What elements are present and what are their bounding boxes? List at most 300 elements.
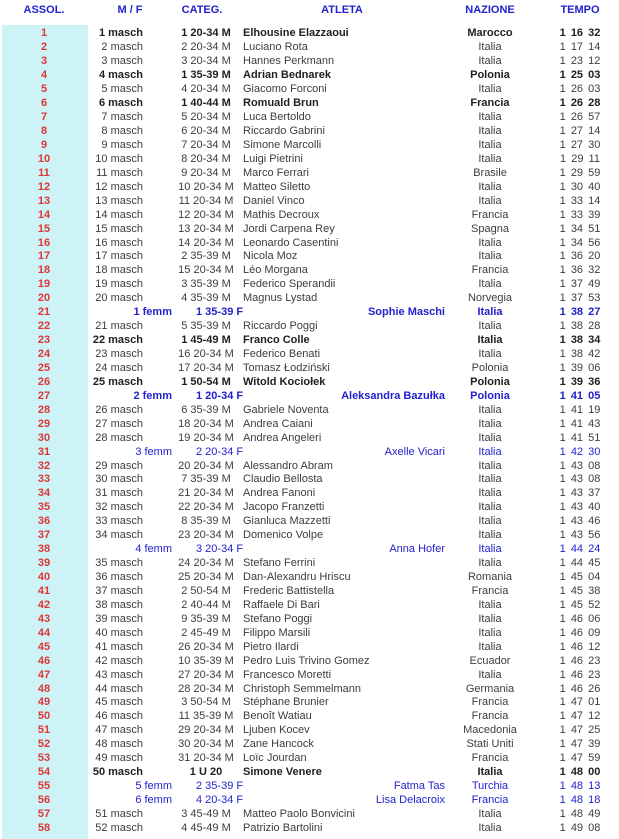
time-cell: 1 17 14 bbox=[559, 41, 601, 54]
nation-cell: Polonia bbox=[470, 375, 510, 388]
time-cell: 1 27 30 bbox=[559, 138, 601, 151]
time-cell: 1 36 20 bbox=[559, 250, 601, 263]
category-cell: 1 50-54 M bbox=[181, 375, 231, 388]
table-row bbox=[0, 780, 619, 794]
gender-rank-cell: 4 femm bbox=[135, 543, 172, 556]
rank-cell: 41 bbox=[37, 584, 51, 597]
nation-cell: Spagna bbox=[471, 222, 509, 235]
rank-cell: 20 bbox=[37, 292, 51, 305]
header-assol: ASSOL. bbox=[23, 3, 65, 16]
nation-cell: Italia bbox=[478, 55, 502, 68]
category-cell: 2 20-34 M bbox=[181, 41, 231, 54]
athlete-name-cell: Jacopo Franzetti bbox=[243, 501, 325, 514]
table-row bbox=[0, 640, 619, 654]
table-row bbox=[0, 362, 619, 376]
nation-cell: Ecuador bbox=[469, 654, 511, 667]
category-cell: 6 35-39 M bbox=[181, 403, 231, 416]
rank-cell: 37 bbox=[37, 529, 51, 542]
rank-cell: 38 bbox=[37, 543, 51, 556]
athlete-name-cell: Witold Kociołek bbox=[243, 375, 326, 388]
table-row bbox=[0, 585, 619, 599]
athlete-name-cell: Zane Hancock bbox=[243, 738, 314, 751]
time-cell: 1 26 28 bbox=[559, 97, 601, 110]
nation-cell: Italia bbox=[478, 473, 502, 486]
category-cell: 26 20-34 M bbox=[178, 640, 234, 653]
athlete-name-cell: Nicola Moz bbox=[243, 250, 298, 263]
time-cell: 1 29 11 bbox=[560, 152, 600, 165]
nation-cell: Italia bbox=[478, 125, 502, 138]
time-cell: 1 48 18 bbox=[559, 794, 601, 807]
header-atleta: ATLETA bbox=[321, 3, 363, 16]
athlete-name-cell: Andrea Caiani bbox=[243, 417, 313, 430]
category-cell: 7 20-34 M bbox=[181, 138, 231, 151]
rank-cell: 17 bbox=[37, 250, 51, 263]
category-cell: 27 20-34 M bbox=[178, 668, 234, 681]
nation-cell: Italia bbox=[478, 501, 502, 514]
category-cell: 1 45-49 M bbox=[181, 334, 231, 347]
table-row bbox=[0, 515, 619, 529]
athlete-name-cell: Stefano Ferrini bbox=[243, 557, 316, 570]
category-cell: 13 20-34 M bbox=[178, 222, 234, 235]
nation-cell: Italia bbox=[478, 278, 502, 291]
category-cell: 9 20-34 M bbox=[181, 166, 231, 179]
rank-cell: 31 bbox=[37, 445, 51, 458]
rank-cell: 27 bbox=[37, 389, 51, 402]
rank-cell: 10 bbox=[37, 152, 51, 165]
category-cell: 21 20-34 M bbox=[178, 487, 234, 500]
time-cell: 1 26 57 bbox=[559, 111, 601, 124]
table-row bbox=[0, 668, 619, 682]
table-row bbox=[0, 264, 619, 278]
category-cell: 22 20-34 M bbox=[178, 501, 234, 514]
header-tempo: TEMPO bbox=[560, 3, 600, 16]
table-row bbox=[0, 529, 619, 543]
category-cell: 15 20-34 M bbox=[178, 264, 234, 277]
athlete-name-cell: Leonardo Casentini bbox=[243, 236, 339, 249]
time-cell: 1 46 09 bbox=[559, 626, 601, 639]
time-cell: 1 39 36 bbox=[559, 375, 601, 388]
athlete-name-cell: Simone Venere bbox=[243, 766, 322, 779]
table-body bbox=[0, 27, 619, 835]
gender-rank-cell: 5 femm bbox=[135, 780, 172, 793]
gender-rank-cell: 43 masch bbox=[95, 668, 143, 681]
gender-rank-cell: 8 masch bbox=[101, 125, 143, 138]
rank-cell: 23 bbox=[37, 334, 51, 347]
athlete-name-cell: Léo Morgana bbox=[243, 264, 308, 277]
athlete-name-cell: Riccardo Poggi bbox=[243, 320, 318, 333]
gender-rank-cell: 36 masch bbox=[95, 571, 143, 584]
time-cell: 1 47 01 bbox=[559, 696, 601, 709]
athlete-name-cell: Hannes Perkmann bbox=[243, 55, 335, 68]
table-row bbox=[0, 403, 619, 417]
category-cell: 9 35-39 M bbox=[181, 612, 231, 625]
table-row bbox=[0, 598, 619, 612]
athlete-name-cell: Claudio Bellosta bbox=[243, 473, 323, 486]
gender-rank-cell: 2 femm bbox=[133, 389, 172, 402]
time-cell: 1 33 39 bbox=[559, 208, 601, 221]
nation-cell: Francia bbox=[471, 710, 509, 723]
athlete-name-cell: Sophie Maschi bbox=[367, 306, 445, 319]
table-row bbox=[0, 222, 619, 236]
time-cell: 1 43 40 bbox=[559, 501, 601, 514]
rank-cell: 4 bbox=[40, 69, 48, 82]
category-cell: 3 50-54 M bbox=[181, 696, 231, 709]
nation-cell: Italia bbox=[478, 445, 502, 458]
time-cell: 1 36 32 bbox=[559, 264, 601, 277]
table-row bbox=[0, 752, 619, 766]
gender-rank-cell: 33 masch bbox=[95, 515, 143, 528]
category-cell: 3 45-49 M bbox=[181, 807, 231, 820]
table-row bbox=[0, 612, 619, 626]
rank-cell: 56 bbox=[37, 794, 51, 807]
rank-cell: 7 bbox=[40, 111, 48, 124]
athlete-name-cell: Aleksandra Bazułka bbox=[341, 389, 445, 402]
athlete-name-cell: Giacomo Forconi bbox=[243, 83, 327, 96]
rank-cell: 53 bbox=[37, 752, 51, 765]
category-cell: 14 20-34 M bbox=[178, 236, 234, 249]
category-cell: 11 20-34 M bbox=[178, 194, 234, 207]
table-row bbox=[0, 27, 619, 41]
time-cell: 1 37 53 bbox=[559, 292, 601, 305]
time-cell: 1 33 14 bbox=[559, 194, 601, 207]
gender-rank-cell: 45 masch bbox=[95, 696, 143, 709]
rank-cell: 50 bbox=[37, 710, 51, 723]
gender-rank-cell: 40 masch bbox=[95, 626, 143, 639]
gender-rank-cell: 18 masch bbox=[95, 264, 143, 277]
rank-cell: 46 bbox=[37, 654, 51, 667]
rank-cell: 54 bbox=[37, 766, 51, 779]
nation-cell: Italia bbox=[477, 766, 503, 779]
category-cell: 2 35-39 F bbox=[196, 780, 244, 793]
time-cell: 1 25 03 bbox=[559, 69, 601, 82]
time-cell: 1 43 46 bbox=[559, 515, 601, 528]
nation-cell: Italia bbox=[478, 348, 502, 361]
rank-cell: 55 bbox=[37, 780, 51, 793]
gender-rank-cell: 42 masch bbox=[95, 654, 143, 667]
gender-rank-cell: 35 masch bbox=[95, 557, 143, 570]
rank-cell: 44 bbox=[37, 626, 51, 639]
gender-rank-cell: 11 masch bbox=[96, 166, 143, 179]
nation-cell: Francia bbox=[471, 208, 509, 221]
gender-rank-cell: 7 masch bbox=[101, 111, 143, 124]
nation-cell: Norvegia bbox=[467, 292, 513, 305]
athlete-name-cell: Mathis Decroux bbox=[243, 208, 320, 221]
athlete-name-cell: Francesco Moretti bbox=[243, 668, 332, 681]
rank-cell: 30 bbox=[37, 431, 51, 444]
header-categ: CATEG. bbox=[181, 3, 223, 16]
rank-cell: 47 bbox=[37, 668, 51, 681]
rank-cell: 22 bbox=[37, 320, 51, 333]
gender-rank-cell: 14 masch bbox=[95, 208, 143, 221]
rank-cell: 18 bbox=[37, 264, 51, 277]
gender-rank-cell: 17 masch bbox=[95, 250, 143, 263]
table-row bbox=[0, 794, 619, 808]
category-cell: 8 35-39 M bbox=[181, 515, 231, 528]
time-cell: 1 46 06 bbox=[559, 612, 601, 625]
nation-cell: Italia bbox=[477, 306, 503, 319]
category-cell: 7 35-39 M bbox=[181, 473, 231, 486]
athlete-name-cell: Patrizio Bartolini bbox=[243, 821, 323, 834]
time-cell: 1 34 56 bbox=[559, 236, 601, 249]
table-row bbox=[0, 445, 619, 459]
nation-cell: Francia bbox=[471, 752, 509, 765]
rank-cell: 21 bbox=[37, 306, 51, 319]
gender-rank-cell: 6 femm bbox=[135, 794, 172, 807]
athlete-name-cell: Domenico Volpe bbox=[243, 529, 324, 542]
time-cell: 1 30 40 bbox=[559, 180, 601, 193]
gender-rank-cell: 49 masch bbox=[95, 752, 143, 765]
time-cell: 1 38 28 bbox=[559, 320, 601, 333]
rank-cell: 48 bbox=[37, 682, 51, 695]
gender-rank-cell: 9 masch bbox=[101, 138, 143, 151]
nation-cell: Italia bbox=[478, 557, 502, 570]
category-cell: 4 35-39 M bbox=[181, 292, 231, 305]
gender-rank-cell: 46 masch bbox=[95, 710, 143, 723]
rank-cell: 39 bbox=[37, 557, 51, 570]
rank-cell: 19 bbox=[37, 278, 51, 291]
gender-rank-cell: 23 masch bbox=[95, 348, 143, 361]
category-cell: 10 20-34 M bbox=[178, 180, 234, 193]
rank-cell: 58 bbox=[37, 821, 51, 834]
rank-cell: 52 bbox=[37, 738, 51, 751]
category-cell: 29 20-34 M bbox=[178, 724, 234, 737]
table-row bbox=[0, 710, 619, 724]
table-row bbox=[0, 236, 619, 250]
table-row bbox=[0, 557, 619, 571]
time-cell: 1 41 05 bbox=[559, 389, 601, 402]
time-cell: 1 38 27 bbox=[559, 306, 601, 319]
category-cell: 3 35-39 M bbox=[181, 278, 231, 291]
category-cell: 25 20-34 M bbox=[178, 571, 234, 584]
table-row bbox=[0, 431, 619, 445]
gender-rank-cell: 1 masch bbox=[98, 27, 143, 40]
time-cell: 1 43 08 bbox=[559, 459, 601, 472]
table-row bbox=[0, 821, 619, 835]
nation-cell: Italia bbox=[478, 138, 502, 151]
table-row bbox=[0, 473, 619, 487]
table-row bbox=[0, 139, 619, 153]
athlete-name-cell: Marco Ferrari bbox=[243, 166, 310, 179]
table-row bbox=[0, 111, 619, 125]
nation-cell: Italia bbox=[478, 320, 502, 333]
time-cell: 1 46 23 bbox=[559, 654, 601, 667]
rank-cell: 13 bbox=[37, 194, 51, 207]
athlete-name-cell: Magnus Lystad bbox=[243, 292, 318, 305]
table-row bbox=[0, 41, 619, 55]
category-cell: 30 20-34 M bbox=[178, 738, 234, 751]
gender-rank-cell: 34 masch bbox=[95, 529, 143, 542]
category-cell: 1 35-39 F bbox=[196, 306, 244, 319]
rank-cell: 25 bbox=[37, 361, 51, 374]
nation-cell: Turchia bbox=[471, 780, 509, 793]
category-cell: 8 20-34 M bbox=[181, 152, 231, 165]
table-row bbox=[0, 152, 619, 166]
athlete-name-cell: Luciano Rota bbox=[243, 41, 308, 54]
nation-cell: Italia bbox=[478, 612, 502, 625]
category-cell: 10 35-39 M bbox=[178, 654, 234, 667]
table-row bbox=[0, 250, 619, 264]
category-cell: 1 35-39 M bbox=[181, 69, 231, 82]
gender-rank-cell: 28 masch bbox=[95, 431, 143, 444]
nation-cell: Italia bbox=[478, 821, 502, 834]
rank-cell: 28 bbox=[37, 403, 51, 416]
category-cell: 2 45-49 M bbox=[181, 626, 231, 639]
athlete-name-cell: Luca Bertoldo bbox=[243, 111, 311, 124]
athlete-name-cell: Alessandro Abram bbox=[243, 459, 333, 472]
nation-cell: Italia bbox=[478, 640, 502, 653]
athlete-name-cell: Matteo Paolo Bonvicini bbox=[243, 807, 355, 820]
nation-cell: Polonia bbox=[470, 69, 510, 82]
rank-cell: 9 bbox=[40, 138, 48, 151]
table-row bbox=[0, 69, 619, 83]
gender-rank-cell: 27 masch bbox=[95, 417, 143, 430]
rank-cell: 32 bbox=[37, 459, 51, 472]
rank-cell: 57 bbox=[37, 807, 51, 820]
athlete-name-cell: Ljuben Kocev bbox=[243, 724, 310, 737]
time-cell: 1 38 34 bbox=[559, 334, 601, 347]
table-row bbox=[0, 97, 619, 111]
time-cell: 1 43 56 bbox=[559, 529, 601, 542]
athlete-name-cell: Christoph Semmelmann bbox=[243, 682, 361, 695]
rank-cell: 3 bbox=[40, 55, 48, 68]
category-cell: 19 20-34 M bbox=[178, 431, 234, 444]
gender-rank-cell: 20 masch bbox=[95, 292, 143, 305]
time-cell: 1 34 51 bbox=[559, 222, 601, 235]
category-cell: 2 50-54 M bbox=[181, 584, 231, 597]
rank-cell: 26 bbox=[37, 375, 51, 388]
gender-rank-cell: 51 masch bbox=[95, 807, 143, 820]
time-cell: 1 47 12 bbox=[559, 710, 601, 723]
gender-rank-cell: 19 masch bbox=[95, 278, 143, 291]
rank-cell: 11 bbox=[38, 166, 50, 179]
gender-rank-cell: 50 masch bbox=[92, 766, 143, 779]
time-cell: 1 23 12 bbox=[559, 55, 601, 68]
gender-rank-cell: 4 masch bbox=[98, 69, 143, 82]
table-row bbox=[0, 306, 619, 320]
nation-cell: Italia bbox=[478, 543, 502, 556]
gender-rank-cell: 30 masch bbox=[95, 473, 143, 486]
athlete-name-cell: Axelle Vicari bbox=[384, 445, 445, 458]
nation-cell: Francia bbox=[471, 584, 509, 597]
gender-rank-cell: 47 masch bbox=[95, 724, 143, 737]
athlete-name-cell: Benoît Watiau bbox=[243, 710, 312, 723]
gender-rank-cell: 26 masch bbox=[95, 403, 143, 416]
time-cell: 1 44 24 bbox=[559, 543, 601, 556]
rank-cell: 15 bbox=[37, 222, 51, 235]
nation-cell: Italia bbox=[478, 41, 502, 54]
category-cell: 20 20-34 M bbox=[178, 459, 234, 472]
nation-cell: Polonia bbox=[471, 361, 509, 374]
table-row bbox=[0, 55, 619, 69]
rank-cell: 29 bbox=[37, 417, 51, 430]
time-cell: 1 41 43 bbox=[559, 417, 601, 430]
gender-rank-cell: 16 masch bbox=[95, 236, 143, 249]
athlete-name-cell: Raffaele Di Bari bbox=[243, 598, 320, 611]
gender-rank-cell: 32 masch bbox=[95, 501, 143, 514]
category-cell: 11 35-39 M bbox=[178, 710, 234, 723]
table-row bbox=[0, 696, 619, 710]
athlete-name-cell: Stefano Poggi bbox=[243, 612, 313, 625]
nation-cell: Stati Uniti bbox=[466, 738, 514, 751]
athlete-name-cell: Andrea Fanoni bbox=[243, 487, 316, 500]
nation-cell: Italia bbox=[478, 194, 502, 207]
gender-rank-cell: 3 masch bbox=[101, 55, 143, 68]
gender-rank-cell: 1 femm bbox=[133, 306, 172, 319]
category-cell: 1 40-44 M bbox=[181, 97, 231, 110]
gender-rank-cell: 39 masch bbox=[95, 612, 143, 625]
table-header bbox=[0, 0, 619, 18]
time-cell: 1 39 06 bbox=[559, 361, 601, 374]
time-cell: 1 49 08 bbox=[559, 821, 601, 834]
table-row bbox=[0, 320, 619, 334]
category-cell: 1 20-34 F bbox=[196, 389, 244, 402]
time-cell: 1 41 19 bbox=[559, 403, 601, 416]
category-cell: 12 20-34 M bbox=[178, 208, 234, 221]
table-row bbox=[0, 125, 619, 139]
time-cell: 1 46 26 bbox=[559, 682, 601, 695]
gender-rank-cell: 44 masch bbox=[95, 682, 143, 695]
athlete-name-cell: Tomasz Łodziński bbox=[243, 361, 330, 374]
table-row bbox=[0, 724, 619, 738]
rank-cell: 12 bbox=[37, 180, 51, 193]
table-row bbox=[0, 83, 619, 97]
gender-rank-cell: 52 masch bbox=[95, 821, 143, 834]
athlete-name-cell: Fatma Tas bbox=[393, 780, 445, 793]
nation-cell: Polonia bbox=[470, 389, 510, 402]
table-row bbox=[0, 808, 619, 822]
rank-cell: 6 bbox=[40, 97, 48, 110]
nation-cell: Italia bbox=[478, 111, 502, 124]
nation-cell: Brasile bbox=[473, 166, 507, 179]
nation-cell: Italia bbox=[478, 417, 502, 430]
nation-cell: Italia bbox=[478, 236, 502, 249]
athlete-name-cell: Daniel Vinco bbox=[243, 194, 305, 207]
table-row bbox=[0, 571, 619, 585]
time-cell: 1 45 52 bbox=[559, 598, 601, 611]
category-cell: 2 40-44 M bbox=[181, 598, 231, 611]
table-row bbox=[0, 738, 619, 752]
nation-cell: Italia bbox=[478, 180, 502, 193]
header-nazione: NAZIONE bbox=[465, 3, 515, 16]
gender-rank-cell: 22 masch bbox=[92, 334, 143, 347]
gender-rank-cell: 5 masch bbox=[101, 83, 143, 96]
time-cell: 1 48 13 bbox=[559, 780, 601, 793]
time-cell: 1 38 42 bbox=[559, 348, 601, 361]
athlete-name-cell: Loïc Jourdan bbox=[243, 752, 307, 765]
table-row bbox=[0, 194, 619, 208]
athlete-name-cell: Elhousine Elazzaoui bbox=[243, 27, 349, 40]
category-cell: 2 35-39 M bbox=[181, 250, 231, 263]
table-row bbox=[0, 501, 619, 515]
athlete-name-cell: Gabriele Noventa bbox=[243, 403, 329, 416]
time-cell: 1 44 45 bbox=[559, 557, 601, 570]
athlete-name-cell: Simone Marcolli bbox=[243, 138, 322, 151]
athlete-name-cell: Filippo Marsili bbox=[243, 626, 311, 639]
nation-cell: Italia bbox=[478, 83, 502, 96]
athlete-name-cell: Dan-Alexandru Hriscu bbox=[243, 571, 351, 584]
category-cell: 4 20-34 M bbox=[181, 83, 231, 96]
table-row bbox=[0, 487, 619, 501]
rank-cell: 49 bbox=[37, 696, 51, 709]
category-cell: 17 20-34 M bbox=[178, 361, 234, 374]
athlete-name-cell: Matteo Siletto bbox=[243, 180, 311, 193]
nation-cell: Italia bbox=[478, 403, 502, 416]
nation-cell: Germania bbox=[465, 682, 515, 695]
nation-cell: Francia bbox=[471, 794, 509, 807]
athlete-name-cell: Adrian Bednarek bbox=[243, 69, 332, 82]
rank-cell: 36 bbox=[37, 515, 51, 528]
athlete-name-cell: Jordi Carpena Rey bbox=[243, 222, 335, 235]
